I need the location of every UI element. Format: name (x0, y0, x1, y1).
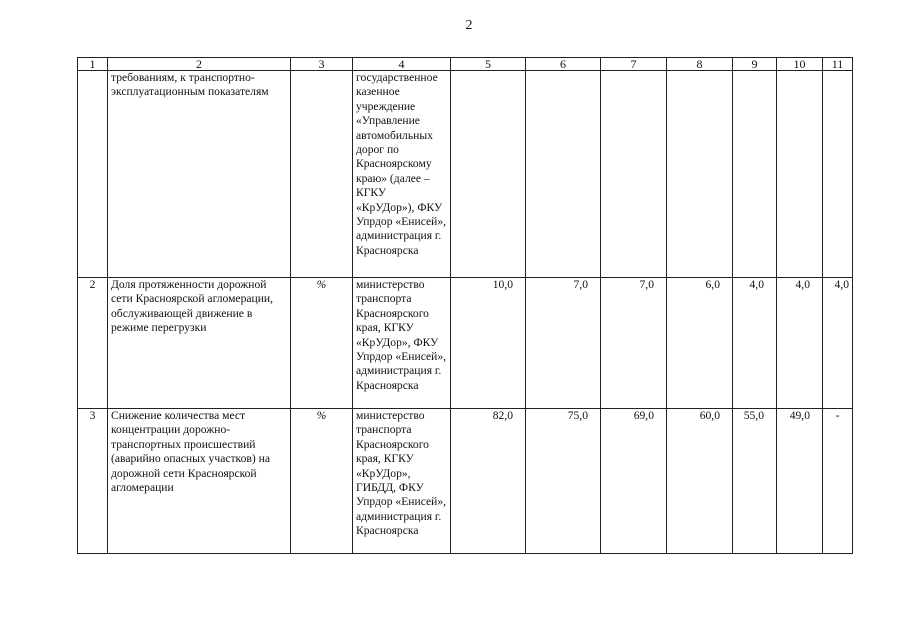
value-cell: 7,0 (526, 278, 601, 409)
indicator-name: Доля протяженности дорожной сети Красноярской агломерации, обслуживающей движение в режиме перегрузки (108, 278, 291, 409)
value-cell (526, 71, 601, 278)
value-cell: 4,0 (733, 278, 777, 409)
table-row (78, 71, 853, 278)
value-cell: 60,0 (667, 409, 733, 554)
value-cell (451, 71, 526, 278)
header-row (78, 58, 853, 71)
row-number: 3 (78, 409, 108, 554)
responsible-cell: министерство транспорта Красноярского края, КГКУ «КрУДор», ГИБДД, ФКУ Упрдор «Енисей», администрация г. Красноярска (353, 409, 451, 554)
value-cell (733, 71, 777, 278)
table-row (78, 409, 853, 554)
responsible-cell: государственное казенное учреждение «Управление автомобильных дорог по Красноярскому краю» (далее – КГКУ «КрУДор»), ФКУ Упрдор «Енисей», администрация г. Красноярска (353, 71, 451, 278)
value-cell (667, 71, 733, 278)
value-cell: 69,0 (601, 409, 667, 554)
table-row (78, 278, 853, 409)
value-cell: 4,0 (777, 278, 823, 409)
value-cell (823, 71, 853, 278)
row-number (78, 71, 108, 278)
value-cell: 75,0 (526, 409, 601, 554)
page-number: 2 (465, 18, 473, 33)
value-cell: 10,0 (451, 278, 526, 409)
header-cell-6: 6 (526, 58, 601, 71)
header-cell-4: 4 (353, 58, 451, 71)
header-cell-11: 11 (823, 58, 853, 71)
header-cell-9: 9 (733, 58, 777, 71)
value-cell: 82,0 (451, 409, 526, 554)
value-cell: 7,0 (601, 278, 667, 409)
header-cell-10: 10 (777, 58, 823, 71)
header-cell-2: 2 (108, 58, 291, 71)
header-cell-3: 3 (291, 58, 353, 71)
indicator-name: Снижение количества мест концентрации дорожно-транспортных происшествий (аварийно опасных участков) на дорожной сети Красноярской агломерации (108, 409, 291, 554)
header-cell-1: 1 (78, 58, 108, 71)
value-cell (601, 71, 667, 278)
header-cell-7: 7 (601, 58, 667, 71)
value-cell: - (823, 409, 853, 554)
indicators-table (77, 57, 853, 554)
unit-cell: % (291, 409, 353, 554)
value-cell (777, 71, 823, 278)
header-cell-5: 5 (451, 58, 526, 71)
unit-cell: % (291, 278, 353, 409)
indicator-name: требованиям, к транспортно-эксплуатационным показателям (108, 71, 291, 278)
row-number: 2 (78, 278, 108, 409)
unit-cell (291, 71, 353, 278)
value-cell: 6,0 (667, 278, 733, 409)
value-cell: 55,0 (733, 409, 777, 554)
value-cell: 49,0 (777, 409, 823, 554)
value-cell: 4,0 (823, 278, 853, 409)
header-cell-8: 8 (667, 58, 733, 71)
responsible-cell: министерство транспорта Красноярского края, КГКУ «КрУДор», ФКУ Упрдор «Енисей», администрация г. Красноярска (353, 278, 451, 409)
